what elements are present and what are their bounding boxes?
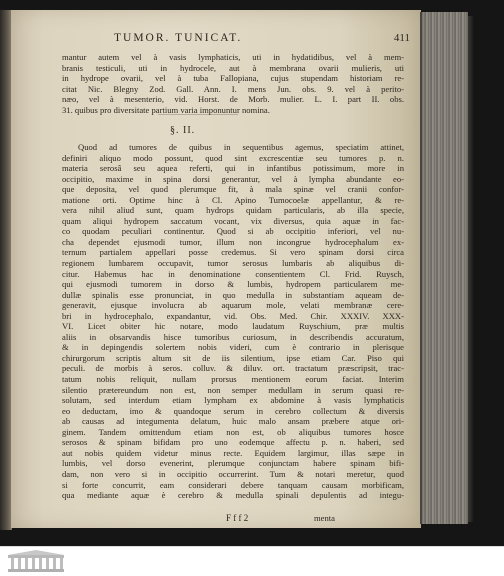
text-line: silentio prætereundum non est, non semper medullam in serum quasi re- — [62, 384, 404, 395]
text-line: dullæ spinalis esse pronunciat, in quo medulla in substantiam aqueam de- — [62, 289, 404, 300]
text-line: 31. quibus pro diversitate partium varia imponuntur nomina. — [62, 104, 270, 115]
text-line: chirurgorum scriptis altum sit de iis silentium, ipse etiam Car. Piso qui — [62, 352, 404, 363]
text-line: Quod ad tumores de quibus in sequentibus agemus, speciatim attinet, — [78, 142, 404, 152]
footer-bar — [0, 546, 504, 576]
text-line: in hydrope ovarii, vel à tuba Fallopiana, cujus stupendam historiam re- — [62, 73, 404, 84]
text-line: que deposita, vel quod plerumque fit, à mala spinæ vel cranii confor- — [62, 184, 404, 195]
text-line: næo, vel à mesenterio, vid. Horst. de Morb. mulier. L. I. part II. obs. — [62, 94, 404, 105]
text-line: definiri aliquo modo possunt, quod sint excrescentiæ seu tumores p. n. — [62, 152, 404, 163]
text-line: ginem. Tandem omittendum etiam non est, ob aliquibus tumores hosce — [62, 426, 404, 437]
text-line: generavit, ejusque involucra ab aquarum mole, velati membranæ cere- — [62, 300, 404, 311]
text-line: dam, non vero si in occipitio occurrerint. Tum & notari meretur, quod — [62, 468, 404, 479]
body-paragraph — [62, 142, 404, 501]
text-line: citur. Habemus hac in denominatione consentientem Cl. Frid. Ruysch, — [62, 268, 404, 279]
text-line: materia serosâ seu aquea referti, qui in infantibus potissimum, more in — [62, 163, 404, 174]
text-line: regionem lumbarem occupavit, tumor serosus lumbaris ab aliquibus di- — [62, 258, 404, 269]
text-line: qua mediante aquæ è cerebro & medulla spinali depulentis ad integu- — [62, 490, 404, 501]
text-line: cha dependet ejusmodi tumor, illum non incongrue hydrocephalum ex- — [62, 236, 404, 247]
running-head: TUMOR. TUNICAT. — [114, 32, 243, 44]
top-paragraph — [62, 52, 404, 116]
text-line: solutam, sed interdum etiam lympham ex abdomine à vasis lymphaticis — [62, 395, 404, 406]
library-building-logo-icon — [6, 549, 66, 573]
text-line: mantur autem vel à vasis lymphaticis, uti in hydatidibus, vel à mem- — [62, 52, 404, 62]
text-line: occipitio, maxime in spina dorsi generantur, vel à lympha abundante eo- — [62, 173, 404, 184]
footer-divider — [0, 546, 504, 547]
text-line: quam aliqui hydropem saccatum vocant, vix diversus, quia aquæ in fac- — [62, 215, 404, 226]
text-line: serosos & spinam bifidam pro uno eodemque affectu p. n. haberi, sed — [62, 437, 404, 448]
text-line: aut nobis quidem videtur minus recte. Equidem largimur, illas sæpe in — [62, 447, 404, 458]
text-line: peculi. de morbis à seros. colluv. & diluv. ort. tractatum præscripsit, trac- — [62, 363, 404, 374]
text-line: eo deductam, imo & quandoque serum in cerebro collectum & diversis — [62, 405, 404, 416]
text-line: co quodam peculiari continentur. Quod si ab occipitio inferiori, vel nu- — [62, 226, 404, 237]
text-line: qui ejusmodi tumorem in dorso & lumbis, hydropem particularem me- — [62, 279, 404, 290]
text-line: & in depingendis solertem nobis videri, cum è contrario in plerisque — [62, 342, 404, 353]
book-fore-edge — [420, 12, 468, 524]
page-header — [18, 32, 418, 52]
text-line: si forte concurrit, eam considerari debere tanquam causam morbificam, — [62, 479, 404, 490]
text-line: branis testiculi, uti in hydrocele, aut à membrana ovarii mulieris, uti — [62, 62, 404, 73]
section-divider — [158, 114, 238, 115]
text-line: VI. Licet obiter hic notare, modo laudatum Ruyschium, præ multis — [62, 321, 404, 332]
catchword: menta — [314, 513, 335, 523]
section-heading: §. II. — [170, 125, 196, 136]
text-line: bri in hydrocephalo, expandantur, vid. Obs. Med. Chir. XXXIV. XXX- — [62, 310, 404, 321]
signature-mark: F f f 2 — [226, 513, 249, 523]
text-line: aliis in obsarvandis hisce tumoribus curiosum, in describendis accuratum, — [62, 331, 404, 342]
text-line: tatum nobis reliquit, nullam prorsus mentionem eorum faciat. Interim — [62, 374, 404, 385]
page-number: 411 — [393, 32, 410, 44]
text-line: vera nihil aliud sunt, quam hydrops quidam particularis, ab illa specie, — [62, 205, 404, 216]
text-line: citat Nic. Blegny Zod. Gall. Ann. I. mens Jun. obs. 9. vel à perito- — [62, 83, 404, 94]
text-line: lumbis, vel dorso evenerint, plerumque conjunctam habere spinam bifi- — [62, 458, 404, 469]
text-line: ternum partialem appellari posse credemus. Si vero spinam dorsi circa — [62, 247, 404, 258]
text-line: ab causas ad integumenta delatum, huic malo ansam præbere atque ori- — [62, 416, 404, 427]
text-line: matione orti. Optime hinc à Cl. Apino Tumocoelæ appellantur, & re- — [62, 194, 404, 205]
